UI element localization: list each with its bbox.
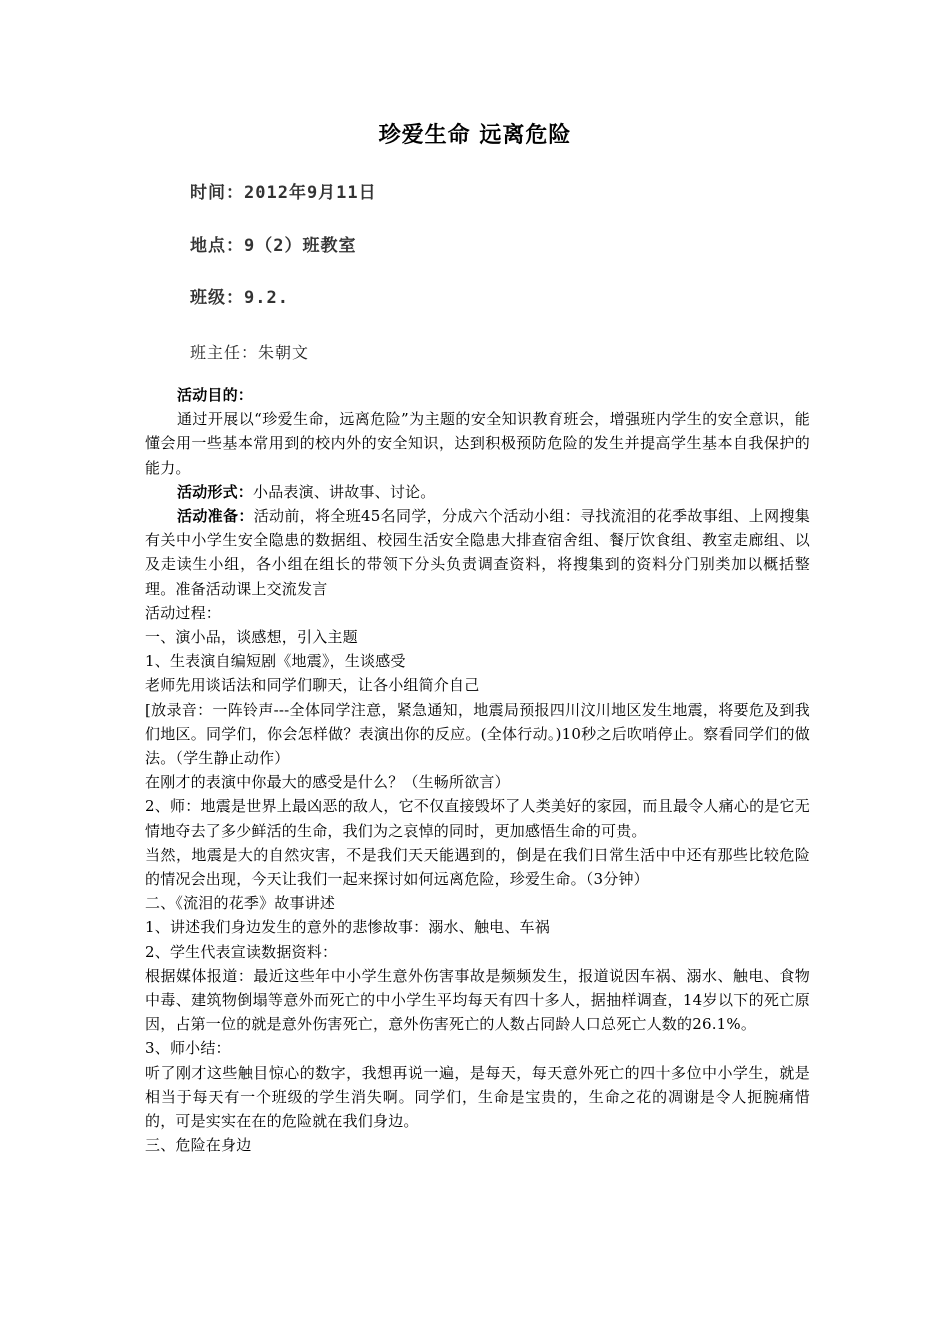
paragraph: 1、生表演自编短剧《地震》，生谈感受 [145,652,406,671]
paragraph: 听了刚才这些触目惊心的数字，我想再说一遍，是每天，每天意外死亡的四十多位中小学生，就是相当于每天有一个班级的学生消失啊。同学们，生命是宝贵的，生命之花的凋谢是令人扼腕痛惜的，可是实实在在的危险就在我们身边。 [145,1063,810,1131]
meta-class: 班级：9.2. [190,288,289,308]
meta-teacher: 班主任：朱朝文 [190,343,310,362]
paragraph: 2、学生代表宣读数据资料： [145,942,338,961]
paragraph: 根据媒体报道：最近这些年中小学生意外伤害事故是频频发生，报道说因车祸、溺水、触电、食物中毒、建筑物倒塌等意外而死亡的中小学生平均每天有四十多人，据抽样调查，14岁以下的死亡原因，占第一位的就是意外伤害死亡，意外伤害死亡的人数占同龄人口总死亡人数的26.1%。 [145,966,810,1034]
paragraph: 在刚才的表演中你最大的感受是什么？（生畅所欲言） [145,773,510,792]
purpose-label: 活动目的： [177,386,254,404]
form-label: 活动形式： [177,482,254,501]
prep-paragraph [145,504,810,601]
paragraph: 三、危险在身边 [145,1136,252,1155]
paragraph: 当然，地震是大的自然灾害，不是我们天天能遇到的，倒是在我们日常生活中中还有那些比较危险的情况会出现，今天让我们一起来探讨如何远离危险，珍爱生命。（3分钟） [145,845,810,889]
paragraph: 二、《流泪的花季》故事讲述 [145,894,336,913]
paragraph: 一、演小品，谈感想，引入主题 [145,628,358,647]
paragraph: 3、师小结： [145,1039,231,1058]
purpose-paragraph: 通过开展以“珍爱生命，远离危险”为主题的安全知识教育班会，增强班内学生的安全意识，能懂会用一些基本常用到的校内外的安全知识，达到积极预防危险的发生并提高学生基本自我保护的能力。 [145,410,810,477]
meta-place: 地点：9（2）班教室 [190,236,357,256]
document-body [145,383,810,1158]
paragraph: 1、讲述我们身边发生的意外的悲惨故事：溺水、触电、车祸 [145,918,550,937]
page-title: 珍爱生命 远离危险 [378,123,572,148]
prep-label: 活动准备： [177,507,254,526]
purpose-heading [145,383,810,407]
meta-time: 时间：2012年9月11日 [190,183,377,203]
paragraph: 2、师：地震是世界上最凶恶的敌人，它不仅直接毁坏了人类美好的家园，而且最令人痛心的是它无情地夺去了多少鲜活的生命，我们为之哀悼的同时，更加感悟生命的可贵。 [145,797,810,840]
paragraph: [放录音：一阵铃声---全体同学注意，紧急通知，地震局预报四川汶川地区发生地震，将要危及到我们地区。同学们，你会怎样做？表演出你的反应。(全体行动。)10秒之后吹哨停止。察看同学们的做法。（学生静止动作） [145,700,810,768]
paragraph: 老师先用谈话法和同学们聊天，让各小组简介自己 [145,676,480,695]
prep-text: 活动前，将全班45名同学，分成六个活动小组：寻找流泪的花季故事组、上网搜集有关中小学生安全隐患的数据组、校园生活安全隐患大排查宿舍组、餐厅饮食组、教室走廊组、以及走读生小组，各小组在组长的带领下分头负责调查资料，将搜集到的资料分门别类加以概括整理。准备活动课上交流发言 [145,507,810,598]
paragraph: 活动过程： [145,603,222,622]
form-text: 小品表演、讲故事、讨论。 [253,482,436,501]
form-paragraph [145,480,810,504]
